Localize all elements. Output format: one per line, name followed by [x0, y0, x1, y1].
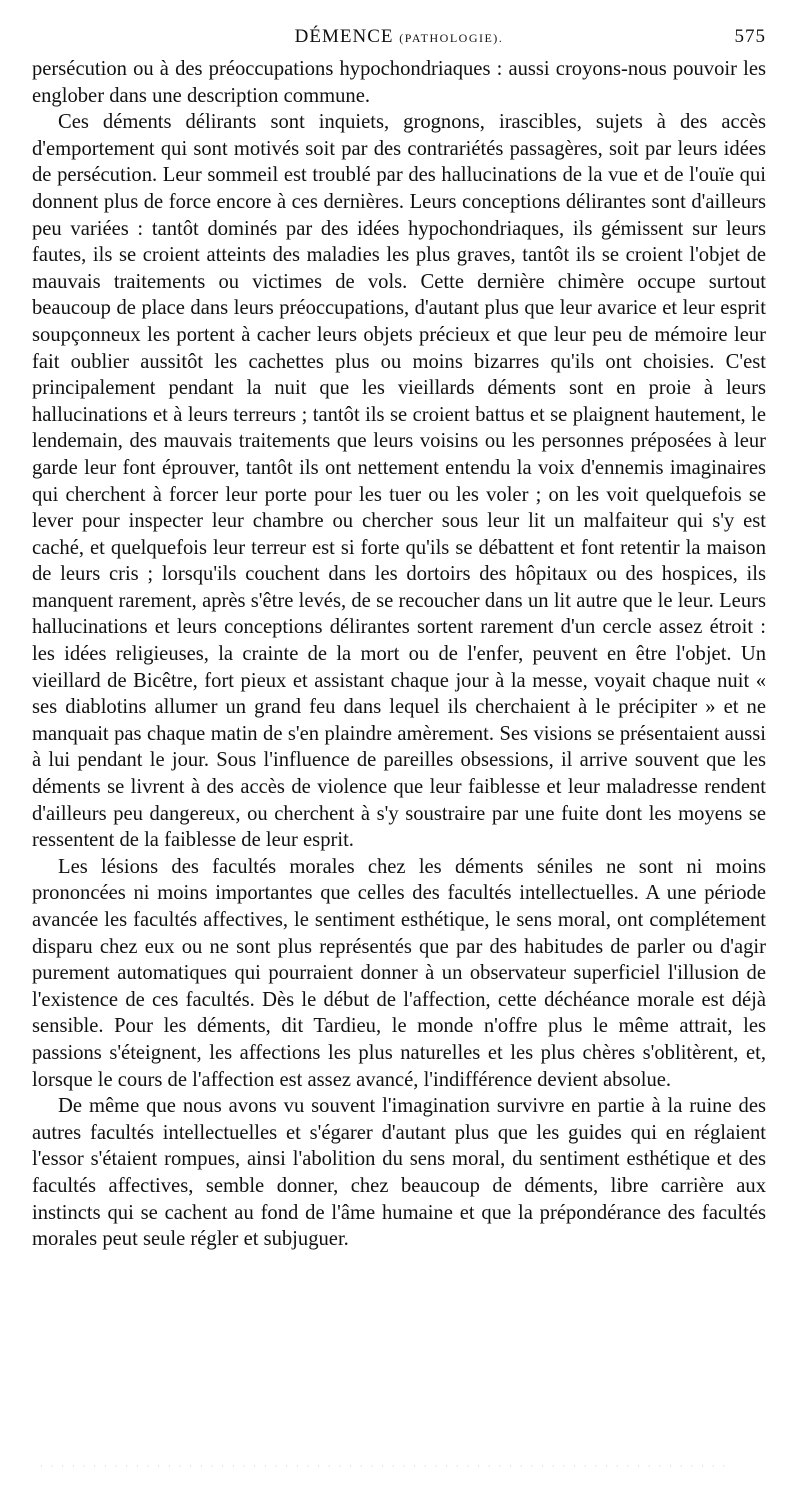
paragraph-2: Ces déments délirants sont inquiets, grognons, irascibles, sujets à des accès d'emportement qui sont motivés soit par des contrariétés passagères, soit par leurs idées de persécution. Leur sommeil est troublé par des hallucinations de la vue et de l'ouïe qui donnent plus de force encore à ces dernières. Leurs conceptions délirantes sont d'ailleurs peu variées : tantôt dominés par des idées hypochondriaques, ils gémissent sur leurs fautes, ils se croient atteints des maladies les plus graves, tantôt ils se croient l'objet de mauvais traitements ou victimes de vols. Cette dernière chimère occupe surtout beaucoup de place dans leurs préoccupations, d'autant plus que leur avarice et leur esprit soupçonneux les portent à cacher leurs objets précieux et que leur peu de mémoire leur fait oublier aussitôt les cachettes plus ou moins bizarres qu'ils ont choisies. C'est principalement pendant la nuit que les vieillards déments sont en proie à leurs hallucinations et à leurs terreurs ; tantôt ils se croient battus et se plaignent hautement, le lendemain, des mauvais traitements que leurs voisins ou les personnes préposées à leur garde leur font éprouver, tantôt ils ont nettement entendu la voix d'ennemis imaginaires qui cherchent à forcer leur porte pour les tuer ou les voler ; on les voit quelquefois se lever pour inspecter leur chambre ou chercher sous leur lit un malfaiteur qui s'y est caché, et quelquefois leur terreur est si forte qu'ils se débattent et font retentir la maison de leurs cris ; lorsqu'ils couchent dans les dortoirs des hôpitaux ou des hospices, ils manquent rarement, après s'être levés, de se recoucher dans un lit autre que le leur. Leurs hallucinations et leurs conceptions délirantes sortent rarement d'un cercle assez étroit : les idées religieuses, la crainte de la mort ou de l'enfer, peuvent en être l'objet. Un vieillard de Bicêtre, fort pieux et assistant chaque jour à la messe, voyait chaque nuit « ses diablotins allumer un grand feu dans lequel ils cherchaient à le précipiter » et ne manquait pas chaque matin de s'en plaindre amèrement. Ses visions se présentaient aussi à lui pendant le jour. Sous l'influence de pareilles obsessions, il arrive souvent que les déments se livrent à des accès de violence que leur faiblesse et leur maladresse rendent d'ailleurs peu dangereux, ou cherchent à s'y soustraire par une fuite dont les moyens se ressentent de la faiblesse de leur esprit.: [32, 111, 766, 852]
paragraph-4: De même que nous avons vu souvent l'imagination survivre en partie à la ruine des autres facultés intellectuelles et s'égarer d'autant plus que les guides qui en réglaient l'essor s'étaient rompues, ainsi l'abolition du sens moral, du sentiment esthétique et des facultés affectives, semble donner, chez beaucoup de déments, libre carrière aux instincts qui se cachent au fond de l'âme humaine et que la prépondérance des facultés morales peut seule régler et subjuguer.: [32, 1095, 766, 1251]
book-page: [32, 26, 766, 1253]
body-text: [32, 56, 766, 1253]
header-subtitle: (PATHOLOGIE).: [399, 31, 504, 45]
paragraph-3: Les lésions des facultés morales chez les déments séniles ne sont ni moins prononcées ni moins importantes que celles des facultés intellectuelles. A une période avancée les facultés affectives, le sentiment esthétique, le sens moral, ont complétement disparu chez eux ou ne sont plus représentés que par des habitudes de parler ou d'agir purement automatiques qui pourraient donner à un observateur superficiel l'illusion de l'existence de ces facultés. Dès le début de l'affection, cette déchéance morale est déjà sensible. Pour les déments, dit Tardieu, le monde n'offre plus le même attrait, les passions s'éteignent, les affections les plus naturelles et les plus chères s'oblitèrent, et, lorsque le cours de l'affection est assez avancé, l'indifférence devient absolue.: [32, 855, 766, 1091]
header-title: DÉMENCE: [294, 26, 394, 47]
page-number: 575: [734, 26, 766, 47]
bleed-through-marks: · · · · · · · · · · · · · · · · · · · · · · · · · · · · · · · · · · · · · · · · · · · · · · · · · · · · · · · · · · · · · · · · ·: [40, 1462, 729, 1468]
running-title: [295, 26, 504, 48]
running-header: [32, 26, 766, 56]
paragraph-1: persécution ou à des préoccupations hypochondriaques : aussi croyons-nous pouvoir les englober dans une description commune.: [32, 58, 766, 107]
